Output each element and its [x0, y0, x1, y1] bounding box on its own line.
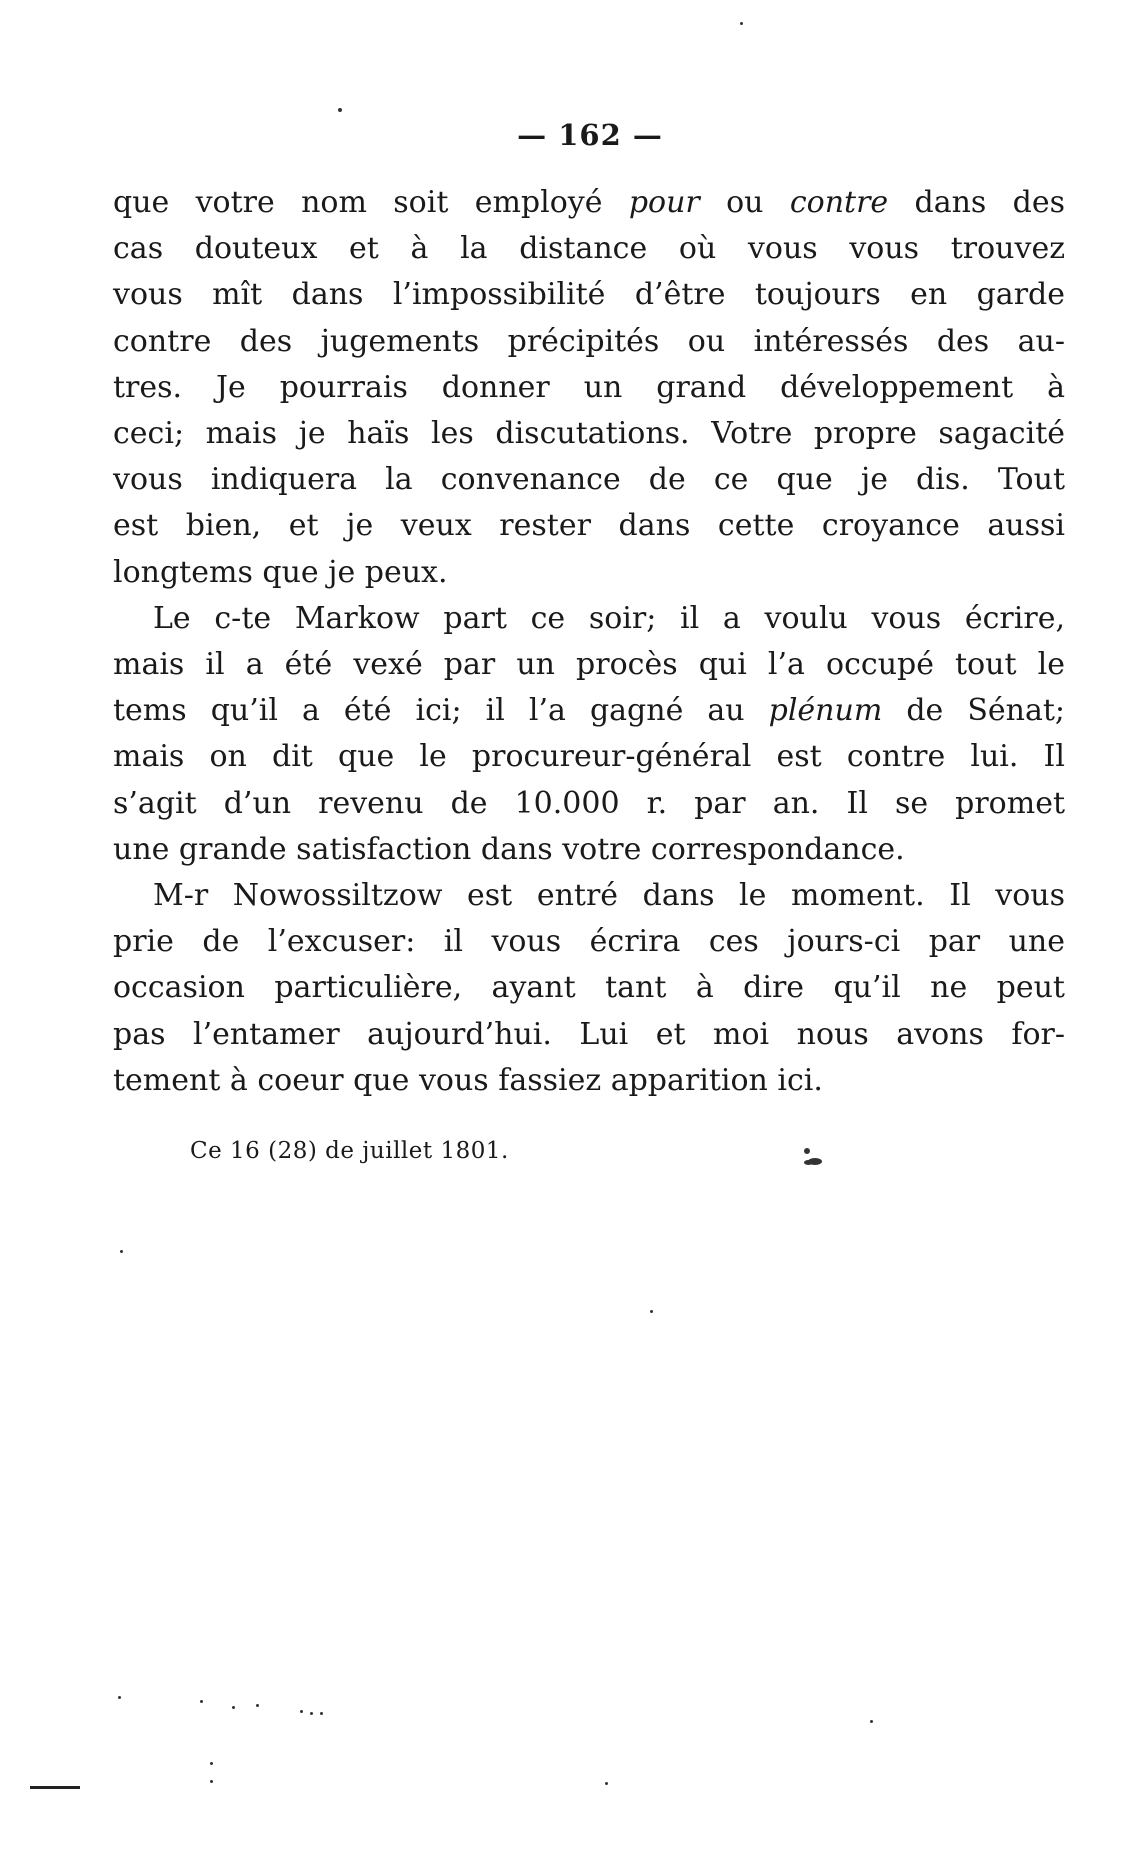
- scan-speck: [740, 22, 743, 25]
- text-line: ceci; mais je haïs les discutations. Votre propre sagacité: [113, 416, 1065, 452]
- scan-speck: [310, 1712, 313, 1715]
- scan-speck: [808, 1158, 822, 1165]
- scan-speck: [210, 1780, 213, 1783]
- text-line: longtems que je peux.: [113, 554, 448, 590]
- scan-speck: [338, 108, 342, 112]
- scan-speck: [804, 1148, 810, 1154]
- scan-speck: [256, 1704, 259, 1707]
- text-line: pas l’entamer aujourd’hui. Lui et moi nous avons for-: [113, 1016, 1065, 1052]
- paragraph-2: [113, 596, 1065, 873]
- text-line: est bien, et je veux rester dans cette croyance aussi: [113, 508, 1065, 544]
- italic-word: plénum: [768, 693, 883, 729]
- text-run: ou: [699, 185, 790, 220]
- text-line: vous mît dans l’impossibilité d’être toujours en garde: [113, 277, 1065, 313]
- scan-speck: [232, 1706, 235, 1709]
- text-run: de Sénat;: [882, 693, 1065, 729]
- scan-speck: [870, 1720, 873, 1723]
- scan-speck: [120, 1250, 123, 1253]
- text-run: que votre nom soit employé: [113, 185, 629, 220]
- italic-word: pour: [628, 185, 700, 220]
- text-line: contre des jugements précipités ou intéressés des au-: [113, 323, 1065, 359]
- scan-speck: [320, 1712, 323, 1715]
- page-number: — 162 —: [517, 118, 663, 152]
- text-line: [113, 180, 1065, 226]
- scan-speck: [300, 1710, 303, 1713]
- text-line: mais on dit que le procureur-général est contre lui. Il: [113, 739, 1065, 775]
- text-line: occasion particulière, ayant tant à dire qu’il ne peut: [113, 970, 1065, 1006]
- scan-speck: [210, 1762, 213, 1765]
- text-line: mais il a été vexé par un procès qui l’a occupé tout le: [113, 647, 1065, 683]
- scan-speck: [605, 1782, 608, 1785]
- text-line: tement à coeur que vous fassiez apparition ici.: [113, 1062, 823, 1098]
- scan-dash: [30, 1786, 80, 1789]
- text-line: Le c-te Markow part ce soir; il a voulu vous écrire,: [153, 600, 1065, 636]
- paragraph-3: [113, 873, 1065, 1104]
- text-line: M-r Nowossiltzow est entré dans le moment. Il vous: [153, 878, 1065, 914]
- text-line: s’agit d’un revenu de 10.000 r. par an. Il se promet: [113, 785, 1065, 821]
- text-run: tems qu’il a été ici; il l’a gagné au: [113, 693, 769, 729]
- italic-word: contre: [789, 185, 889, 220]
- paragraph-1: [113, 180, 1065, 596]
- scan-speck: [650, 1310, 653, 1313]
- letter-date: Ce 16 (28) de juillet 1801.: [190, 1138, 509, 1164]
- text-line: vous indiquera la convenance de ce que je dis. Tout: [113, 462, 1065, 498]
- letter-body: [113, 180, 1065, 1104]
- scan-speck: [200, 1700, 203, 1703]
- text-line: cas douteux et à la distance où vous vous trouvez: [113, 231, 1065, 267]
- text-run: dans des: [888, 185, 1066, 220]
- text-line: tres. Je pourrais donner un grand développement à: [113, 369, 1065, 405]
- text-line: une grande satisfaction dans votre correspondance.: [113, 831, 905, 867]
- text-line: prie de l’excuser: il vous écrira ces jours-ci par une: [113, 924, 1065, 960]
- scan-speck: [118, 1696, 121, 1699]
- text-line: [113, 688, 1065, 734]
